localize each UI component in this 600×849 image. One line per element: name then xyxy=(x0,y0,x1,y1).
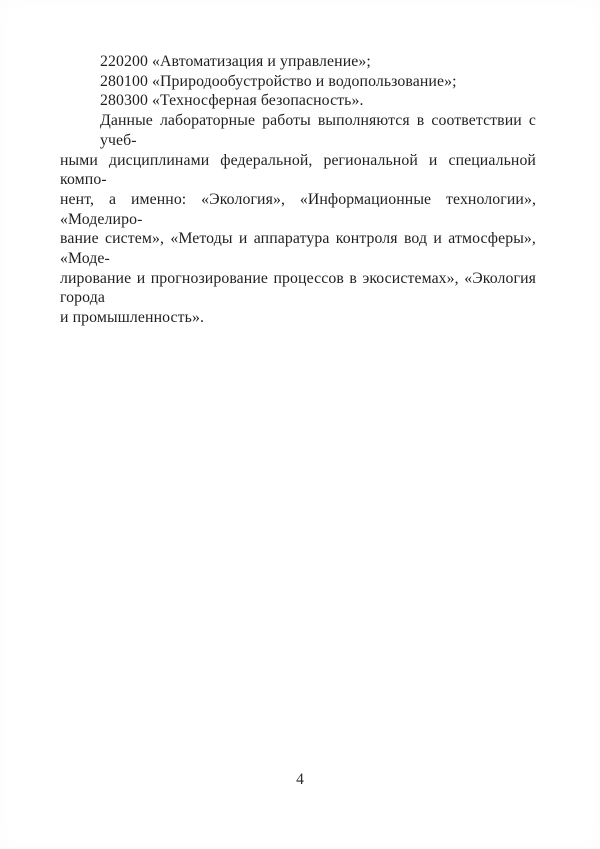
text-block xyxy=(60,52,536,328)
page-number: 4 xyxy=(296,771,304,788)
list-item-specialty-280300: 280300 «Техносферная безопасность». xyxy=(100,92,364,110)
list-item-specialty-220200: 220200 «Автоматизация и управление»; xyxy=(100,53,371,70)
paragraph-line: Данные лабораторные работы выполняются в соответствии с учеб- xyxy=(100,112,536,149)
paragraph-line: нент, а именно: «Экология», «Информационные технологии», «Моделиро- xyxy=(60,190,536,228)
paragraph-line: вание систем», «Методы и аппаратура контроля вод и атмосферы», «Моде- xyxy=(60,230,536,268)
list-item-specialty-280100: 280100 «Природообустройство и водопользование»; xyxy=(100,72,457,90)
paragraph-line: лирование и прогнозирование процессов в экосистемах», «Экология города xyxy=(60,269,536,307)
paragraph-line: и промышленность». xyxy=(60,309,204,327)
paragraph-line: ными дисциплинами федеральной, региональной и специальной компо- xyxy=(60,151,536,189)
